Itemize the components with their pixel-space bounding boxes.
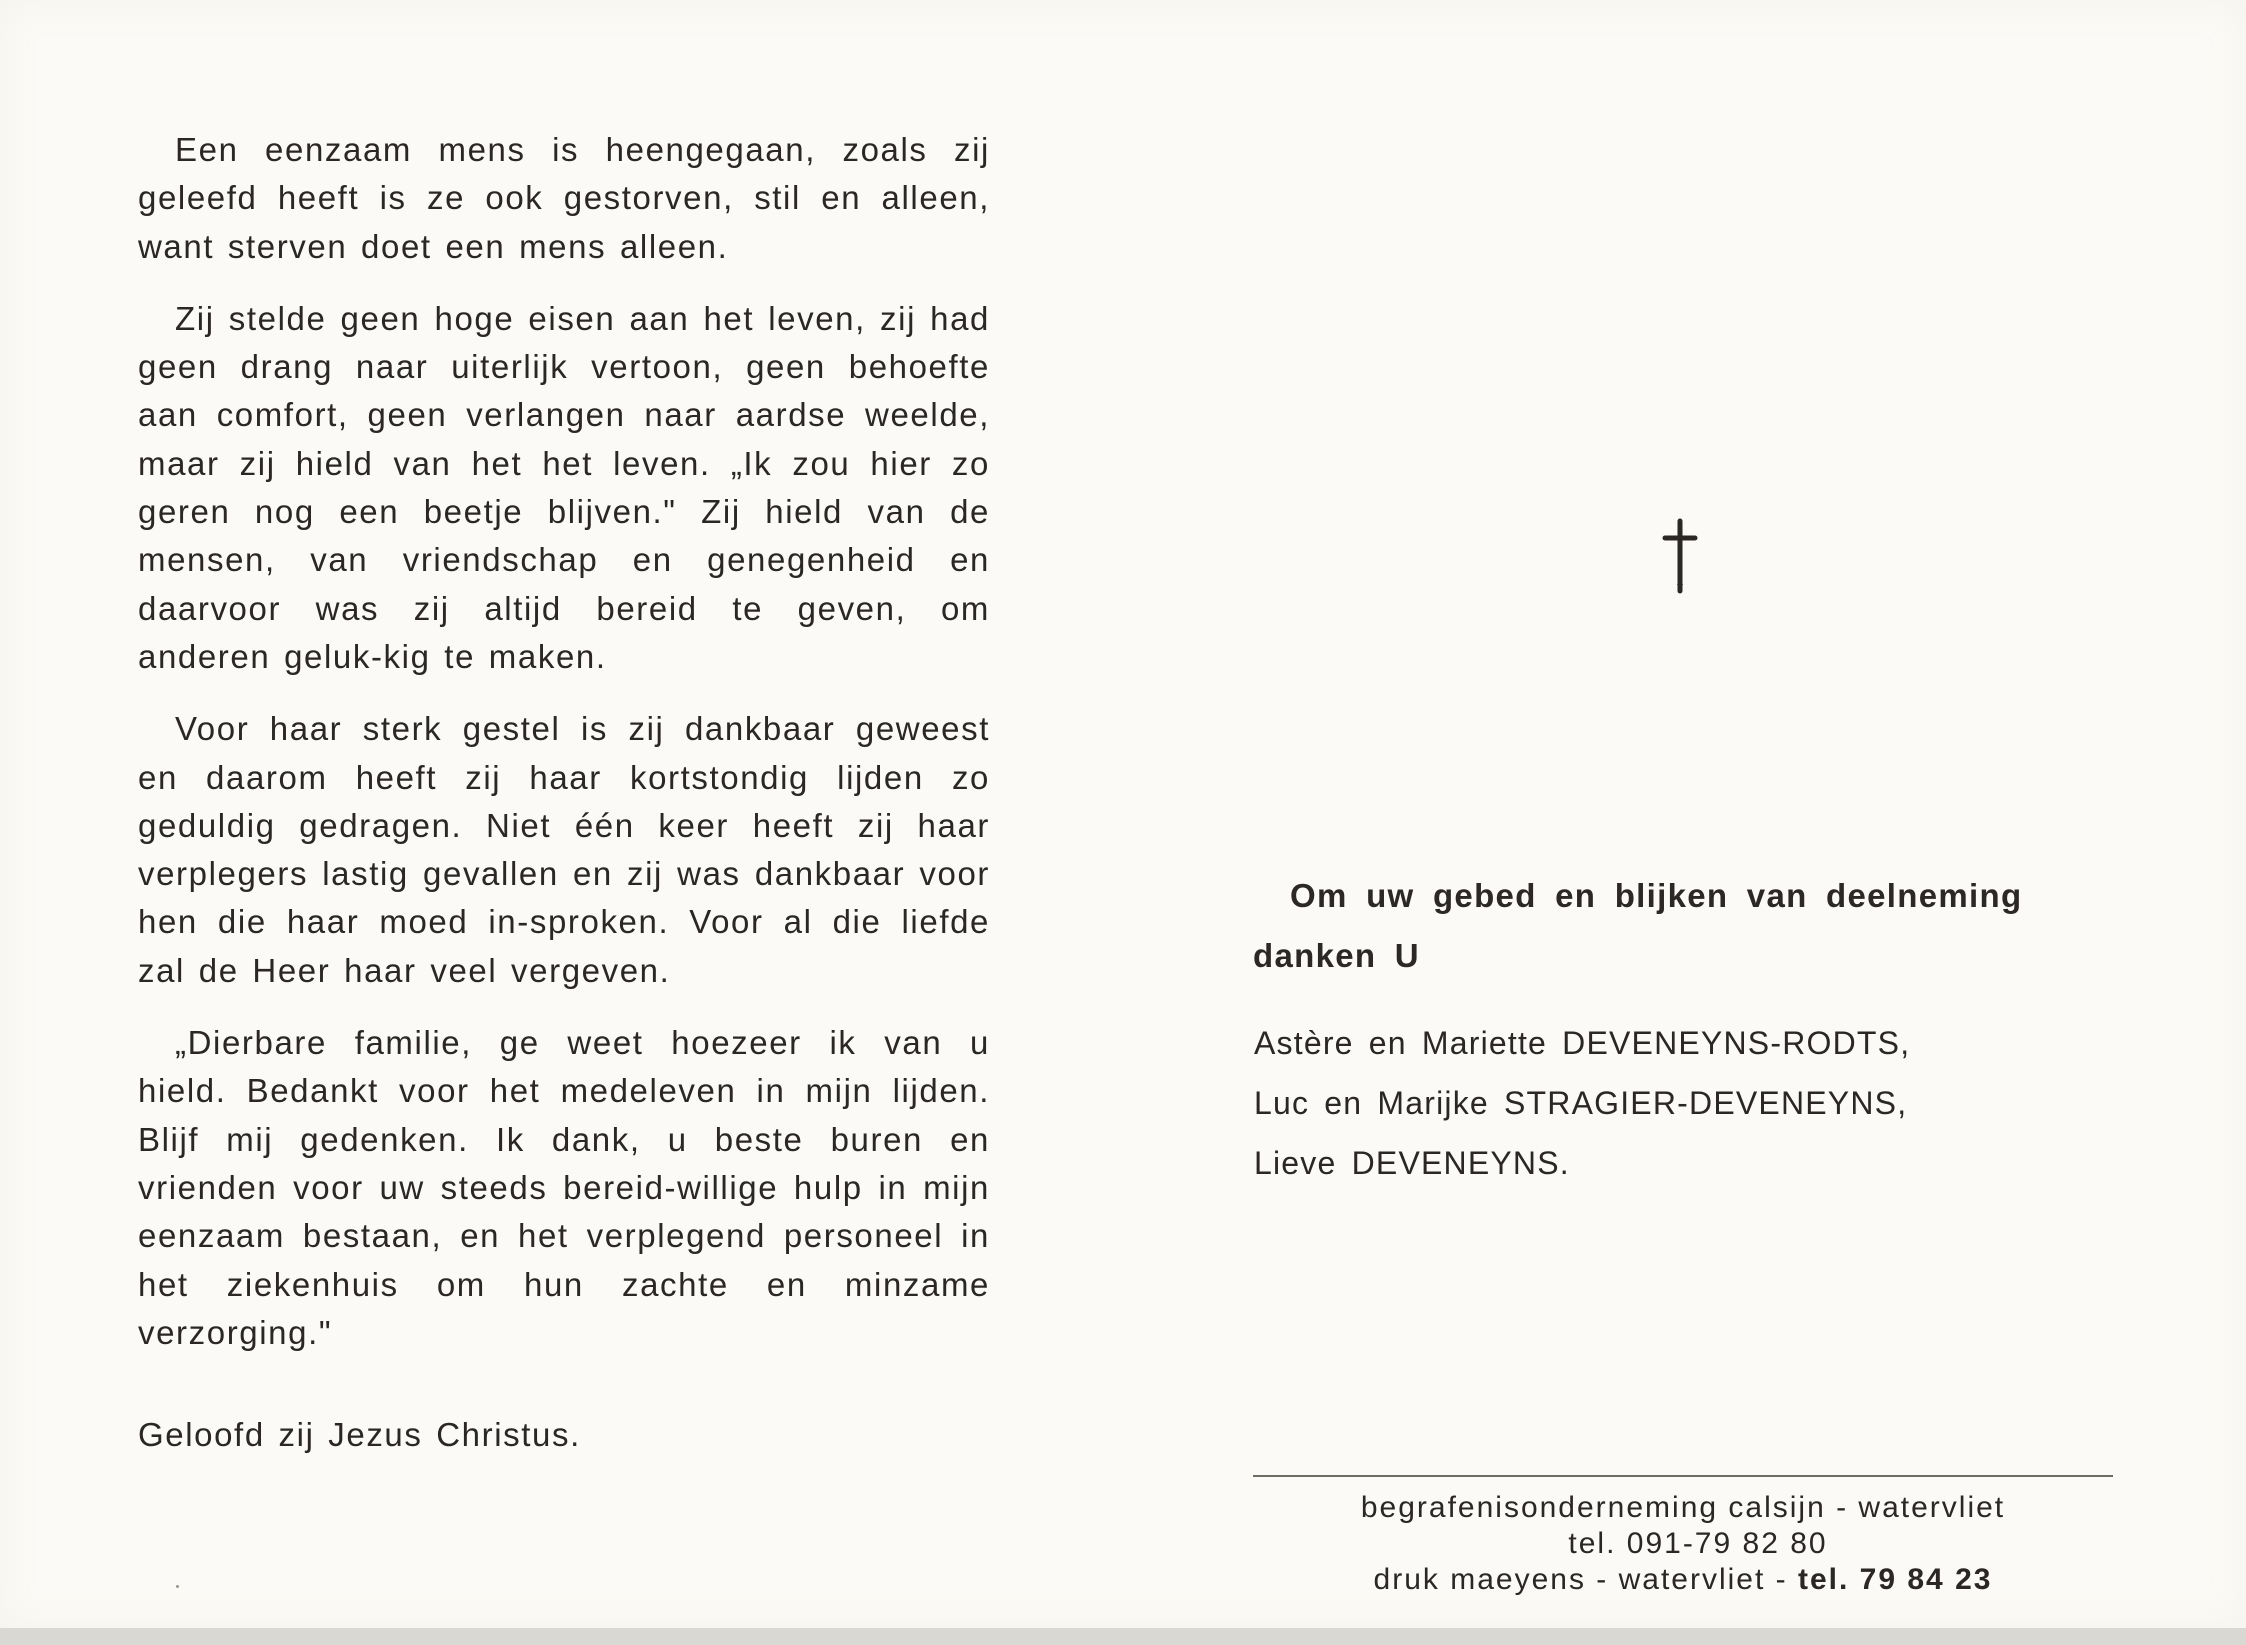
paragraph-1: Een eenzaam mens is heengegaan, zoals zij geleefd heeft is ze ook gestorven, stil en alleen, want sterven doet een mens alleen. xyxy=(138,131,990,265)
left-page xyxy=(138,126,990,1459)
scan-edge xyxy=(0,1628,2246,1645)
paragraph-2: Zij stelde geen hoge eisen aan het leven, zij had geen drang naar uiterlijk vertoon, geen behoefte aan comfort, geen verlangen naar aardse weelde, maar zij hield van het het leven. „Ik zou hier zo geren nog een beetje blijven." Zij hield van de mensen, van vriendschap en genegenheid en daarvoor was zij altijd bereid te geven, om anderen geluk-kig te maken. xyxy=(138,299,990,675)
closing-line: Geloofd zij Jezus Christus. xyxy=(138,1416,581,1454)
family-line-2: Luc en Marijke STRAGIER-DEVENEYNS, xyxy=(1254,1085,1908,1121)
family-line-1: Astère en Mariette DEVENEYNS-RODTS, xyxy=(1254,1025,1911,1061)
printer-tel: tel. 79 84 23 xyxy=(1797,1563,1993,1596)
undertaker-tel-line: tel. 091-79 82 80 xyxy=(1568,1527,1828,1560)
family-line-3: Lieve DEVENEYNS. xyxy=(1254,1145,1570,1181)
family-list xyxy=(1254,1013,2114,1193)
thanks-message: Om uw gebed en blijken van deelneming danken U xyxy=(1253,877,2023,974)
undertaker-line: begrafenisonderneming calsijn - watervliet xyxy=(1360,1491,2006,1524)
paragraph-3: Voor haar sterk gestel is zij dankbaar geweest en daarom heeft zij haar kortstondig lijden zo geduldig gedragen. Niet één keer heeft zij haar verplegers lastig gevallen en zij was dankbaar voor hen die haar moed in-sproken. Voor al die liefde zal de Heer haar veel vergeven. xyxy=(138,710,990,989)
paper-speck xyxy=(176,1585,179,1588)
printer-credits xyxy=(1253,1490,2113,1598)
divider-rule xyxy=(1253,1475,2113,1477)
printer-line xyxy=(1253,1562,2113,1598)
paragraph-4: „Dierbare familie, ge weet hoezeer ik van u hield. Bedankt voor het medeleven in mijn lijden. Blijf mij gedenken. Ik dank, u beste buren en vrienden voor uw steeds bereid-willige hulp in mijn eenzaam bestaan, en het verplegend personeel in het ziekenhuis om hun zachte en minzame verzorging." xyxy=(138,1024,990,1351)
printer-name: druk maeyens - watervliet - xyxy=(1373,1563,1798,1596)
latin-cross-icon xyxy=(1655,518,1705,594)
